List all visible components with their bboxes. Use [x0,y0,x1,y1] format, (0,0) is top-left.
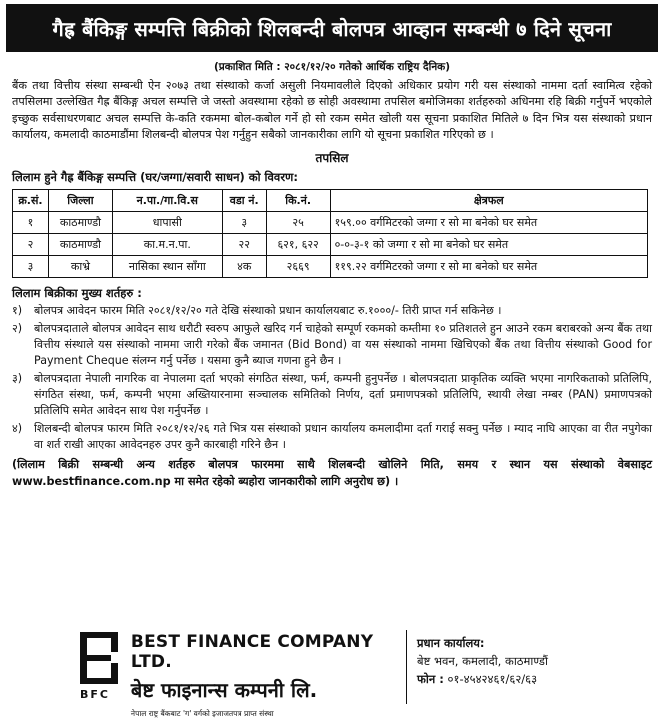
company-logo-block [80,630,400,718]
terms-heading: लिलाम बिक्रीका मुख्य शर्तहरु : [12,286,142,301]
company-name-en: BEST FINANCE COMPANY LTD. [130,632,374,672]
cell-district: काभ्रे [48,256,112,278]
col-header-sn: क्र.सं. [13,190,49,212]
term-item [12,321,652,369]
cell-plot: २५ [266,212,330,234]
term-number: २) [12,322,23,336]
term-text: बोलपत्रदाताले बोलपत्र आवेदन साथ धरौटी स्वरुप आफुले खरिद गर्न चाहेको सम्पूर्ण रकमको कम्तीमा १० प्रतिशतले हुन आउने रकम बराबरको अन्य बैंक तथा वित्तीय संस्थाले यस संस्थाको नाममा जारी गरेको बैंक जमानत (Bid Bond) वा यस संस्थाको नाममा खिचिएको बैंक तथा वित्तीय संस्थाको Good for Payment Cheque संलग्न गर्नु पर्नेछ । यसमा कुनै ब्याज गणना हुने छैन । [34,322,652,368]
table-row [13,234,648,256]
table-header-row [13,190,648,212]
company-footer [80,630,650,718]
term-number: १) [12,304,23,318]
term-text: बोलपत्रदाता नेपाली नागरिक वा नेपालमा दर्ता भएको संगठित संस्था, फर्म, कम्पनी हुनुपर्नेछ । बोलपत्रदाता प्राकृतिक व्यक्ति भएमा नागरिकताको प्रतिलिपि, संगठित संस्था, फर्म, कम्पनी भएमा अख्तियारनामा सञ्चालक समितिको निर्णय, दर्ता प्रमाणपत्रको प्रतिलिपि, स्थायी लेखा नम्बर (PAN) प्रमाणपत्रको प्रतिलिपि समेत आवेदन साथ पेश गर्नुपर्नेछ । [34,372,652,418]
logo-text: BFC [80,688,110,701]
table-row [13,212,648,234]
term-item [12,421,652,453]
section-title: तपसिल [315,151,349,166]
property-table [12,189,648,278]
property-list-heading: लिलाम हुने गैह्र बैंकिङ्ग सम्पत्ति (घर/जग्गा/सवारी साधन) को विवरण: [12,170,298,185]
term-item [12,303,652,319]
term-item [12,371,652,419]
cell-area: ०-०-३-१ को जग्गा र सो मा बनेको घर समेत [330,234,647,256]
office-phone-line [417,670,548,688]
footer-divider [406,630,407,704]
term-text: बोलपत्र आवेदन फारम मिति २०८१/१२/२० गते देखि संस्थाको प्रधान कार्यालयबाट रु.१०००/- तिरी प्राप्त गर्न सकिनेछ । [34,304,502,318]
col-header-plot: कि.नं. [266,190,330,212]
col-header-municipality: न.पा./गा.वि.स [112,190,222,212]
cell-municipality: का.म.न.पा. [112,234,222,256]
phone-number: ०१-४५४२४६१/६२/६३ [447,672,538,686]
cell-municipality: धापासी [112,212,222,234]
company-tagline: नेपाल राष्ट्र बैंकबाट 'ग' वर्गको इजाजतपत्र प्राप्त संस्था [130,709,274,718]
publication-date: (प्रकाशित मिति : २०८१/१२/२० गतेको आर्थिक राष्ट्रिय दैनिक) [213,61,451,73]
cell-ward: ४क [222,256,266,278]
cell-district: काठमाण्डौ [48,212,112,234]
head-office-block [417,630,548,710]
phone-label: फोन : [417,672,444,686]
col-header-area: क्षेत्रफल [330,190,647,212]
term-number: ४) [12,422,23,436]
cell-district: काठमाण्डौ [48,234,112,256]
notice-title-banner [6,4,658,52]
company-name-ne: बेष्ट फाइनान्स कम्पनी लि. [130,678,318,702]
cell-sn: १ [13,212,49,234]
col-header-district: जिल्ला [48,190,112,212]
cell-plot: २६६९ [266,256,330,278]
cell-area: ११९.२२ वर्गमिटरको जग्गा र सो मा बनेको घर समेत [330,256,647,278]
cell-ward: ३ [222,212,266,234]
office-label: प्रधान कार्यालय: [417,636,485,650]
cell-area: १५९.०० वर्गमिटरको जग्गा र सो मा बनेको घर समेत [330,212,647,234]
cell-municipality: नासिका स्थान साँगा [112,256,222,278]
term-text: शिलबन्दी बोलपत्र फारम मिति २०८१/१२/२६ गते भित्र यस संस्थाको प्रधान कार्यालय कमलादीमा दर्ता गराई सक्नु पर्नेछ । म्याद नाघि आएका वा रीत नपुगेका वा शर्त राखी आएका आवेदनहरु उपर कुनै कारबाही गरिने छैन । [34,422,652,452]
company-name-block [130,630,400,718]
col-header-ward: वडा नं. [222,190,266,212]
cell-ward: २२ [222,234,266,256]
office-address: बेष्ट भवन, कमलादी, काठमाण्डौं [417,654,548,668]
cell-plot: ६२१, ६२२ [266,234,330,256]
cell-sn: ३ [13,256,49,278]
table-row [13,256,648,278]
bfc-logo-icon [80,630,121,704]
intro-paragraph: बैंक तथा वित्तीय संस्था सम्बन्धी ऐन २०७३ तथा संस्थाको कर्जा असुली नियमावलीले दिएको अधिकार प्रयोग गरी यस संस्थाको नाममा दर्ता स्वामित्व रहेको तपसिलमा उल्लेखित गैह्र बैंकिङ्ग अचल सम्पत्ति जे जस्तो अवस्थामा रहेको छ सोही अवस्थामा तपसिल बमोजिमका शर्तहरुको अधिनमा रहि बिक्री गर्नुपर्ने भएकोले इच्छुक सर्वसाधरणबाट अचल सम्पत्ति के-कति रकममा बोल-कबोल गर्ने हो सो रकम समेत खोली यस सूचना प्रकाशित मितिले ७ दिन भित्र यस संस्थाको प्रधान कार्यालय, कमलादी काठमाडौंमा शिलबन्दी बोलपत्र पेश गर्नुहुन सबैको जानकारीका लागि यो सूचना प्रकाशित गरिएको छ । [12,79,652,141]
terms-note: (लिलाम बिक्री सम्बन्धी अन्य शर्तहरु बोलपत्र फारममा साथै शिलबन्दी खोलिने मिति, समय र स्थान यस संस्थाको वेबसाइट www.bestfinance.com.np मा समेत रहेको ब्यहोरा जानकारीको लागि अनुरोध छ) । [12,458,652,488]
notice-title: गैह्र बैंकिङ्ग सम्पत्ति बिक्रीको शिलबन्दी बोलपत्र आव्हान सम्बन्धी ७ दिने सूचना [52,16,612,41]
term-number: ३) [12,372,23,386]
cell-sn: २ [13,234,49,256]
